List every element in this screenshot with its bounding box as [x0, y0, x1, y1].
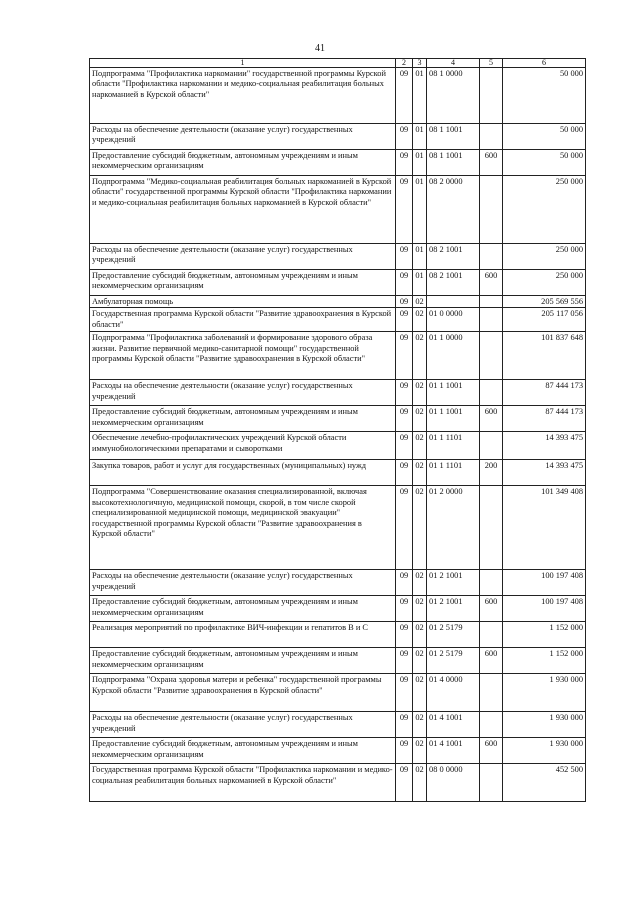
- row-code-4: [427, 296, 480, 308]
- row-code-3: 02: [413, 380, 427, 406]
- row-code-3: 02: [413, 296, 427, 308]
- table-row: [90, 570, 586, 596]
- row-code-4: 01 2 0000: [427, 486, 480, 570]
- row-code-4: 08 2 0000: [427, 176, 480, 244]
- row-description: Реализация мероприятий по профилактике ВИЧ-инфекции и гепатитов В и С: [90, 622, 396, 648]
- row-amount: 250 000: [503, 176, 586, 244]
- row-description: Подпрограмма "Профилактика наркомании" государственной программы Курской области "Профилактика наркомании и медико-социальная реабилитация больных наркоманией в Курской области": [90, 68, 396, 124]
- row-code-4: 01 2 5179: [427, 648, 480, 674]
- row-code-3: 01: [413, 176, 427, 244]
- table-row: [90, 674, 586, 712]
- row-code-4: 08 2 1001: [427, 270, 480, 296]
- row-amount: 1 930 000: [503, 674, 586, 712]
- row-description: Предоставление субсидий бюджетным, автономным учреждениям и иным некоммерческим организациям: [90, 648, 396, 674]
- row-code-3: 02: [413, 570, 427, 596]
- row-code-4: 01 1 1101: [427, 460, 480, 486]
- table-row: [90, 176, 586, 244]
- row-code-5: [480, 764, 503, 802]
- row-code-3: 02: [413, 674, 427, 712]
- row-description: Государственная программа Курской области "Профилактика наркомании и медико-социальная реабилитация больных наркоманией в Курской области": [90, 764, 396, 802]
- row-code-5: [480, 432, 503, 460]
- table-row: [90, 406, 586, 432]
- header-cell: 1: [90, 59, 396, 68]
- row-code-4: 08 1 1001: [427, 150, 480, 176]
- table-row: [90, 460, 586, 486]
- row-code-5: [480, 332, 503, 380]
- table-row: [90, 150, 586, 176]
- row-description: Предоставление субсидий бюджетным, автономным учреждениям и иным некоммерческим организациям: [90, 406, 396, 432]
- row-code-2: 09: [396, 176, 413, 244]
- header-row: [90, 59, 586, 68]
- row-code-4: 01 4 1001: [427, 738, 480, 764]
- row-code-5: [480, 570, 503, 596]
- table-row: [90, 124, 586, 150]
- row-amount: 87 444 173: [503, 406, 586, 432]
- row-description: Подпрограмма "Медико-социальная реабилитация больных наркоманией в Курской области" государственной программы Курской области "Профилактика наркомании и медико-социальная реабилитация больных наркоманией в Курской области": [90, 176, 396, 244]
- row-description: Расходы на обеспечение деятельности (оказание услуг) государственных учреждений: [90, 712, 396, 738]
- row-code-5: 600: [480, 738, 503, 764]
- row-description: Обеспечение лечебно-профилактических учреждений Курской области иммунобиологическими препаратами и сыворотками: [90, 432, 396, 460]
- row-amount: 1 152 000: [503, 648, 586, 674]
- row-amount: 87 444 173: [503, 380, 586, 406]
- row-description: Предоставление субсидий бюджетным, автономным учреждениям и иным некоммерческим организациям: [90, 150, 396, 176]
- header-cell: 5: [480, 59, 503, 68]
- table-row: [90, 244, 586, 270]
- table-row: [90, 270, 586, 296]
- table-row: [90, 296, 586, 308]
- row-description: Предоставление субсидий бюджетным, автономным учреждениям и иным некоммерческим организациям: [90, 596, 396, 622]
- row-amount: 250 000: [503, 270, 586, 296]
- row-code-2: 09: [396, 332, 413, 380]
- row-code-5: 600: [480, 270, 503, 296]
- row-code-2: 09: [396, 596, 413, 622]
- row-code-3: 02: [413, 332, 427, 380]
- row-code-2: 09: [396, 296, 413, 308]
- row-description: Амбулаторная помощь: [90, 296, 396, 308]
- row-amount: 205 569 556: [503, 296, 586, 308]
- row-code-2: 09: [396, 432, 413, 460]
- table-row: [90, 68, 586, 124]
- row-amount: 205 117 056: [503, 308, 586, 332]
- row-code-2: 09: [396, 648, 413, 674]
- row-code-4: 08 2 1001: [427, 244, 480, 270]
- row-code-5: [480, 244, 503, 270]
- row-description: Подпрограмма "Охрана здоровья матери и ребенка" государственной программы Курской области "Развитие здравоохранения в Курской области": [90, 674, 396, 712]
- row-code-3: 01: [413, 150, 427, 176]
- row-code-3: 02: [413, 622, 427, 648]
- page-number: 41: [315, 43, 325, 54]
- table-row: [90, 738, 586, 764]
- row-code-4: 01 2 1001: [427, 596, 480, 622]
- row-code-2: 09: [396, 406, 413, 432]
- row-code-5: 600: [480, 648, 503, 674]
- budget-table: [89, 58, 586, 802]
- row-amount: 14 393 475: [503, 432, 586, 460]
- row-code-4: 01 4 0000: [427, 674, 480, 712]
- row-amount: 1 930 000: [503, 738, 586, 764]
- row-description: Предоставление субсидий бюджетным, автономным учреждениям и иным некоммерческим организациям: [90, 738, 396, 764]
- row-code-3: 02: [413, 738, 427, 764]
- header-cell: 3: [413, 59, 427, 68]
- row-code-2: 09: [396, 764, 413, 802]
- row-code-5: [480, 712, 503, 738]
- row-code-2: 09: [396, 308, 413, 332]
- row-code-3: 01: [413, 68, 427, 124]
- row-code-4: 01 2 1001: [427, 570, 480, 596]
- row-code-2: 09: [396, 244, 413, 270]
- row-code-4: 08 1 1001: [427, 124, 480, 150]
- row-amount: 250 000: [503, 244, 586, 270]
- header-cell: 4: [427, 59, 480, 68]
- row-code-3: 02: [413, 460, 427, 486]
- row-code-5: [480, 124, 503, 150]
- row-code-5: [480, 308, 503, 332]
- row-code-2: 09: [396, 68, 413, 124]
- row-code-5: [480, 176, 503, 244]
- row-code-5: 600: [480, 406, 503, 432]
- table-row: [90, 380, 586, 406]
- row-description: Расходы на обеспечение деятельности (оказание услуг) государственных учреждений: [90, 380, 396, 406]
- table-row: [90, 622, 586, 648]
- row-code-5: [480, 622, 503, 648]
- table-row: [90, 486, 586, 570]
- row-amount: 50 000: [503, 68, 586, 124]
- table-row: [90, 596, 586, 622]
- row-code-5: [480, 380, 503, 406]
- row-code-3: 01: [413, 270, 427, 296]
- row-code-3: 02: [413, 648, 427, 674]
- row-code-3: 02: [413, 406, 427, 432]
- table-body: [90, 59, 586, 802]
- row-code-5: [480, 68, 503, 124]
- row-code-3: 01: [413, 244, 427, 270]
- row-description: Подпрограмма "Профилактика заболеваний и формирование здорового образа жизни. Развитие первичной медико-санитарной помощи" государственной программы Курской области "Развитие здравоохранения в Курской области": [90, 332, 396, 380]
- row-amount: 1 930 000: [503, 712, 586, 738]
- row-code-2: 09: [396, 460, 413, 486]
- row-amount: 50 000: [503, 124, 586, 150]
- row-code-5: 200: [480, 460, 503, 486]
- row-description: Государственная программа Курской области "Развитие здравоохранения в Курской области": [90, 308, 396, 332]
- row-code-3: 02: [413, 486, 427, 570]
- row-code-2: 09: [396, 712, 413, 738]
- row-code-2: 09: [396, 674, 413, 712]
- row-amount: 101 837 648: [503, 332, 586, 380]
- row-code-2: 09: [396, 270, 413, 296]
- row-code-5: [480, 486, 503, 570]
- row-amount: 1 152 000: [503, 622, 586, 648]
- table-row: [90, 308, 586, 332]
- table-row: [90, 712, 586, 738]
- row-code-4: 08 0 0000: [427, 764, 480, 802]
- row-code-4: 01 0 0000: [427, 308, 480, 332]
- header-cell: 2: [396, 59, 413, 68]
- row-code-2: 09: [396, 622, 413, 648]
- row-description: Подпрограмма "Совершенствование оказания специализированной, включая высокотехнологичную, медицинской помощи, скорой, в том числе скорой специализированной медицинской помощи, медицинской эвакуации" государственной программы Курской области "Развитие здравоохранения в Курской области": [90, 486, 396, 570]
- row-code-4: 08 1 0000: [427, 68, 480, 124]
- row-code-4: 01 1 1001: [427, 406, 480, 432]
- row-amount: 50 000: [503, 150, 586, 176]
- row-code-5: 600: [480, 150, 503, 176]
- row-amount: 14 393 475: [503, 460, 586, 486]
- table-row: [90, 332, 586, 380]
- row-description: Расходы на обеспечение деятельности (оказание услуг) государственных учреждений: [90, 244, 396, 270]
- row-code-4: 01 1 0000: [427, 332, 480, 380]
- row-amount: 452 500: [503, 764, 586, 802]
- row-code-5: [480, 296, 503, 308]
- row-code-2: 09: [396, 124, 413, 150]
- row-code-4: 01 2 5179: [427, 622, 480, 648]
- row-code-2: 09: [396, 738, 413, 764]
- row-code-2: 09: [396, 486, 413, 570]
- table-row: [90, 648, 586, 674]
- row-code-4: 01 4 1001: [427, 712, 480, 738]
- row-code-2: 09: [396, 570, 413, 596]
- row-code-3: 01: [413, 124, 427, 150]
- row-code-4: 01 1 1001: [427, 380, 480, 406]
- row-code-2: 09: [396, 380, 413, 406]
- row-code-4: 01 1 1101: [427, 432, 480, 460]
- table-row: [90, 764, 586, 802]
- row-code-3: 02: [413, 712, 427, 738]
- row-amount: 101 349 408: [503, 486, 586, 570]
- row-code-3: 02: [413, 596, 427, 622]
- row-code-3: 02: [413, 764, 427, 802]
- row-description: Закупка товаров, работ и услуг для государственных (муниципальных) нужд: [90, 460, 396, 486]
- row-code-3: 02: [413, 432, 427, 460]
- row-description: Расходы на обеспечение деятельности (оказание услуг) государственных учреждений: [90, 124, 396, 150]
- row-code-5: [480, 674, 503, 712]
- row-code-3: 02: [413, 308, 427, 332]
- row-description: Предоставление субсидий бюджетным, автономным учреждениям и иным некоммерческим организациям: [90, 270, 396, 296]
- row-amount: 100 197 408: [503, 570, 586, 596]
- header-cell: 6: [503, 59, 586, 68]
- table-row: [90, 432, 586, 460]
- row-code-5: 600: [480, 596, 503, 622]
- row-description: Расходы на обеспечение деятельности (оказание услуг) государственных учреждений: [90, 570, 396, 596]
- row-code-2: 09: [396, 150, 413, 176]
- row-amount: 100 197 408: [503, 596, 586, 622]
